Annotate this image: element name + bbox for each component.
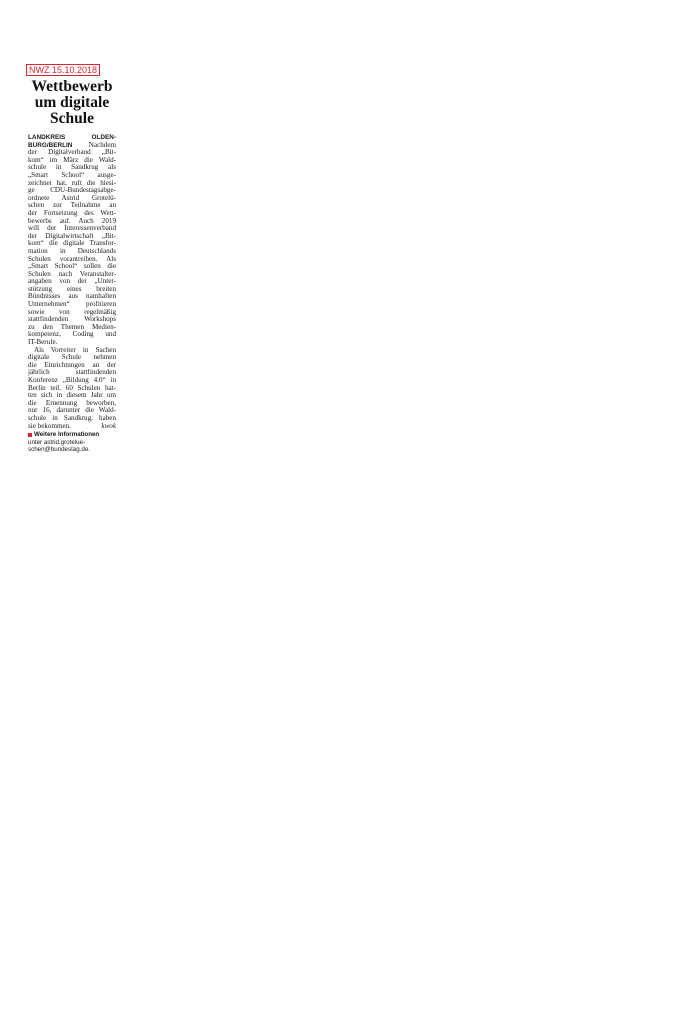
newspaper-clipping [28, 60, 116, 453]
info-line: schen@bundestag.de. [28, 445, 91, 453]
body-line: stattfindenden Workshops [28, 316, 116, 324]
body-line: zeichnet hat, ruft die hiesi- [28, 179, 116, 187]
body-line: Schulen nach Veranstalter- [28, 270, 116, 278]
body-line: ordnete Astrid Grotelü- [28, 194, 116, 202]
article-body [28, 134, 116, 430]
body-line: will der Interessenverband [28, 225, 116, 233]
body-line: stützung eines breiten [28, 285, 116, 293]
body-line: schen zur Teilnahme an [28, 202, 116, 210]
body-line: IT-Berufe. [28, 339, 58, 347]
body-line: „Smart School“ sollen die [28, 263, 116, 271]
body-line: Unternehmen“ profitieren [28, 301, 116, 309]
red-square-icon [28, 433, 32, 437]
body-line: bewerbs auf. Auch 2019 [28, 217, 116, 225]
body-line: kompetenz, Coding und [28, 331, 116, 339]
body-line: Schulen vorantreiben. Als [28, 255, 116, 263]
headline [28, 79, 116, 127]
body-line: die Einrichtungen an der [28, 361, 116, 369]
closing-text: sie bekommen. [28, 421, 71, 430]
body-line: angaben von der „Unter- [28, 278, 116, 286]
body-line: kom“ im März die Wald- [28, 156, 116, 164]
body-line: der Digitalverband „Bit- [28, 149, 116, 157]
body-line: Bündnisses aus namhaften [28, 293, 116, 301]
paragraph-1 [28, 149, 116, 346]
info-line: unter astrid.grotelue- [28, 438, 86, 446]
author-signature: kwok [101, 421, 116, 430]
info-box [28, 431, 116, 453]
paragraph-2 [28, 347, 116, 423]
body-line: sowie von regelmäßig [28, 308, 116, 316]
headline-line: Schule [50, 110, 94, 127]
body-line: „Smart School“ ausge- [28, 171, 116, 179]
info-heading-text: Weitere Informationen [34, 431, 100, 439]
body-line: Konferenz „Bildung 4.0“ in [28, 377, 116, 384]
body-line: Als Vorreiter in Sachen [34, 346, 116, 354]
body-line [28, 142, 116, 150]
body-line: nur 16, darunter die Wald- [28, 407, 116, 415]
body-line: zu den Themen Medien- [28, 323, 116, 331]
body-line: die Ernennung beworben, [28, 399, 116, 407]
body-line: mation in Deutschlands [28, 247, 116, 255]
body-line [28, 134, 116, 142]
body-line: der Digitalwirtschaft „Bit- [28, 232, 116, 240]
source-stamp: NWZ 15.10.2018 [26, 64, 100, 76]
body-line-text: Nachdem [72, 141, 116, 149]
body-line: Berlin teil. 60 Schulen hat- [28, 384, 116, 392]
headline-line: um digitale [34, 94, 110, 111]
body-line: ten sich in diesem Jahr um [28, 392, 116, 400]
body-line: schule in Sandkrug als [28, 164, 116, 172]
info-heading [28, 431, 116, 438]
dateline: LANDKREIS OLDEN- [28, 134, 116, 141]
dateline-2: BURG/BERLIN [28, 141, 73, 149]
body-line: schule in Sandkrug, haben [28, 414, 116, 422]
closing-line [28, 423, 116, 431]
headline-line: Wettbewerb [31, 78, 113, 95]
body-line: jährlich stattfindenden [28, 369, 116, 377]
body-line: kom“ die digitale Transfor- [28, 240, 116, 248]
body-line: der Fortsetzung des Wett- [28, 209, 116, 217]
body-line: digitale Schule nehmen [28, 354, 116, 362]
body-line: ge CDU-Bundestagsabge- [28, 187, 116, 195]
